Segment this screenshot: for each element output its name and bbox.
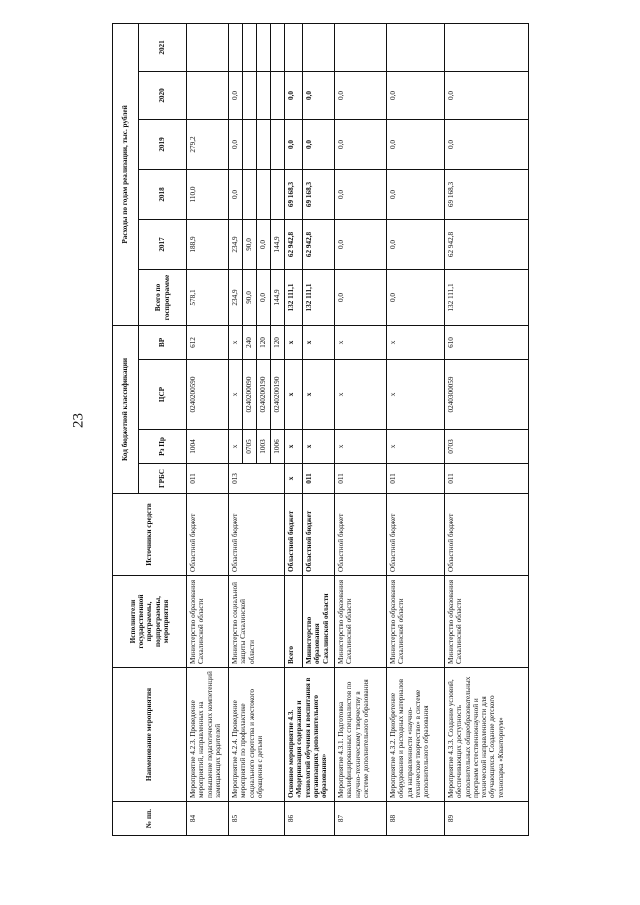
header-2019: 2019 [139,119,187,169]
cell-num: 85 [229,802,285,836]
cell-2021 [187,23,229,71]
cell-grbs: х [285,464,303,494]
cell-rzpr: 0703 [445,430,529,464]
cell-vr: 240 [243,325,257,359]
cell-total: 0,0 [257,269,271,325]
cell-2017: 62 942,8 [303,219,335,269]
table-row [445,23,529,835]
cell-2020 [187,71,229,119]
cell-vr: 120 [257,325,271,359]
cell-csr: 0240300059 [445,360,529,430]
cell-grbs: 011 [335,464,387,494]
cell-total: 0,0 [335,269,387,325]
cell-2019: 0,0 [445,119,529,169]
table-row [187,23,229,835]
cell-2018 [243,169,257,219]
cell-rzpr: х [229,430,243,464]
cell-rzpr: х [387,430,445,464]
header-budget-group: Код бюджетной классификации [113,325,139,493]
header-name: Наименование мероприятия [113,668,187,802]
cell-2021 [335,23,387,71]
cell-total: 144,9 [271,269,285,325]
cell-grbs: 011 [187,464,229,494]
page-number: 23 [70,413,87,428]
budget-table-sheet [112,24,626,836]
cell-num: 88 [387,802,445,836]
header-grbs: ГРБС [139,464,187,494]
header-2018: 2018 [139,169,187,219]
cell-executor: Министерство образования Сахалинской области [187,576,229,668]
cell-source: Областной бюджет [335,494,387,576]
cell-2019: 0,0 [387,119,445,169]
table-row [335,23,387,835]
cell-2020: 0,0 [387,71,445,119]
cell-2018 [257,169,271,219]
budget-table [112,23,529,836]
cell-rzpr: 0705 [243,430,257,464]
header-total: Всего по госпрограмме [139,269,187,325]
cell-source: Областной бюджет [229,494,285,576]
cell-total: 90,0 [243,269,257,325]
cell-name: Мероприятие 4.3.1. Подготовка квалифицированных специалистов по научно-техническому творчеству в системе дополнительного образования [335,668,387,802]
cell-2017: 188,9 [187,219,229,269]
cell-2021 [285,23,303,71]
cell-csr: х [335,360,387,430]
cell-2021 [271,23,285,71]
cell-num: 89 [445,802,529,836]
cell-rzpr: 1003 [257,430,271,464]
cell-2021 [387,23,445,71]
cell-2017: 0,0 [387,219,445,269]
cell-grbs: 011 [445,464,529,494]
cell-grbs: 011 [303,464,335,494]
cell-2018: 110,0 [187,169,229,219]
header-2017: 2017 [139,219,187,269]
cell-csr: х [303,360,335,430]
cell-vr: х [285,325,303,359]
cell-name: Мероприятие 4.2.4. Проведение мероприятий по профилактике социального сиротства и жестокого обращения с детьми [229,668,285,802]
cell-2018: 0,0 [335,169,387,219]
cell-2017: 234,9 [229,219,243,269]
cell-2019 [243,119,257,169]
cell-rzpr: х [285,430,303,464]
cell-executor: Всего [285,576,303,668]
cell-2021 [445,23,529,71]
table-row [285,23,303,835]
cell-vr: 120 [271,325,285,359]
cell-2018: 69 168,3 [285,169,303,219]
cell-source: Областной бюджет [387,494,445,576]
header-rzpr: Рз Пр [139,430,187,464]
table-row [387,23,445,835]
cell-executor: Министерство образования Сахалинской области [445,576,529,668]
cell-csr: х [229,360,243,430]
cell-csr: 0240200190 [271,360,285,430]
cell-total: 0,0 [387,269,445,325]
header-2021: 2021 [139,23,187,71]
cell-2020: 0,0 [229,71,243,119]
cell-executor: Министерство образования Сахалинской области [335,576,387,668]
cell-executor: Министерство социальной защиты Сахалинской области [229,576,285,668]
cell-rzpr: 1006 [271,430,285,464]
table-row [229,23,243,835]
cell-csr: 0240200090 [243,360,257,430]
cell-2019: 0,0 [303,119,335,169]
cell-2020: 0,0 [285,71,303,119]
cell-source: Областной бюджет [187,494,229,576]
cell-2018: 0,0 [387,169,445,219]
cell-vr: 612 [187,325,229,359]
cell-vr: х [387,325,445,359]
cell-2019: 0,0 [285,119,303,169]
cell-2020 [271,71,285,119]
cell-2021 [257,23,271,71]
cell-vr: х [303,325,335,359]
cell-num: 84 [187,802,229,836]
header-csr: ЦСР [139,360,187,430]
cell-total: 234,9 [229,269,243,325]
header-source: Источники средств [113,494,187,576]
header-num: № пп. [113,802,187,836]
cell-2018: 0,0 [229,169,243,219]
cell-grbs: 013 [229,464,285,494]
cell-2021 [229,23,243,71]
cell-total: 578,1 [187,269,229,325]
header-expenses-group: Расходы по годам реализации, тыс. рублей [113,23,139,325]
cell-rzpr: х [303,430,335,464]
header-vr: ВР [139,325,187,359]
cell-csr: х [285,360,303,430]
cell-2017: 62 942,8 [285,219,303,269]
cell-csr: 0240200190 [257,360,271,430]
cell-name: Мероприятие 4.3.2. Приобретение оборудования и расходных материалов для направленности «научно-техническое творчество» в системе дополнительного образования [387,668,445,802]
cell-name: Мероприятие 4.3.3. Создание условий, обеспечивающих доступность дополнительных общеобразовательных программ естественнонаучной и технической направленности для обучающихся. Создание детского технопарка «Кванториум» [445,668,529,802]
cell-2018: 69 168,3 [303,169,335,219]
cell-2020 [257,71,271,119]
cell-2019: 0,0 [335,119,387,169]
cell-source: Областной бюджет [303,494,335,576]
cell-vr: х [229,325,243,359]
cell-executor: Министерство образования Сахалинской области [303,576,335,668]
cell-2018 [271,169,285,219]
cell-source: Областной бюджет [285,494,303,576]
cell-name: Мероприятие 4.2.3. Проведение мероприятий, направленных на повышение педагогических компетенций замещающих родителей [187,668,229,802]
cell-name: Основное мероприятие 4.3. «Модернизация содержания и технологий обучения и воспитания в организациях дополнительного образования» [285,668,335,802]
cell-grbs: 011 [387,464,445,494]
cell-2017: 62 942,8 [445,219,529,269]
cell-2019 [257,119,271,169]
cell-2017: 144,9 [271,219,285,269]
cell-csr: х [387,360,445,430]
header-2020: 2020 [139,71,187,119]
cell-2021 [243,23,257,71]
cell-2019: 0,0 [229,119,243,169]
cell-2018: 69 168,3 [445,169,529,219]
cell-total: 132 111,1 [445,269,529,325]
cell-2021 [303,23,335,71]
cell-num: 87 [335,802,387,836]
cell-2019: 279,2 [187,119,229,169]
cell-2017: 0,0 [257,219,271,269]
cell-2020: 0,0 [335,71,387,119]
cell-source: Областной бюджет [445,494,529,576]
cell-2017: 90,0 [243,219,257,269]
cell-vr: 610 [445,325,529,359]
cell-2020: 0,0 [303,71,335,119]
cell-2020: 0,0 [445,71,529,119]
cell-executor: Министерство образования Сахалинской области [387,576,445,668]
cell-total: 132 111,1 [303,269,335,325]
cell-2017: 0,0 [335,219,387,269]
cell-2020 [243,71,257,119]
cell-2019 [271,119,285,169]
cell-num: 86 [285,802,335,836]
cell-csr: 0240200590 [187,360,229,430]
cell-vr: х [335,325,387,359]
cell-total: 132 111,1 [285,269,303,325]
header-executor: Исполнители государственной программы, подпрограммы, мероприятия [113,576,187,668]
cell-rzpr: 1004 [187,430,229,464]
cell-rzpr: х [335,430,387,464]
